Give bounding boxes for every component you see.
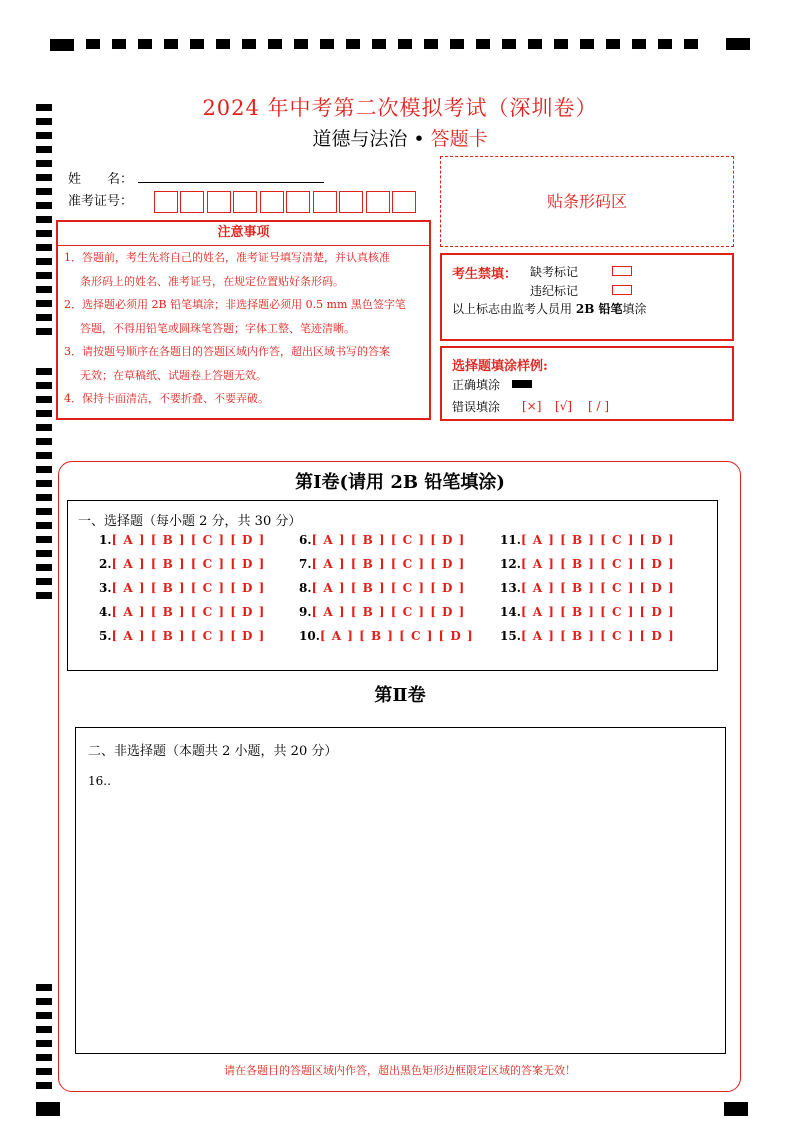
question-row[interactable] bbox=[299, 533, 465, 547]
question-row[interactable] bbox=[500, 533, 675, 547]
question-number: 2. bbox=[99, 557, 112, 571]
prohibited-note bbox=[452, 300, 647, 317]
part1-title: 第Ⅰ卷(请用 2B 铅笔填涂) bbox=[295, 472, 505, 493]
question-number: 3. bbox=[99, 581, 112, 595]
wrong-label: 错误填涂 bbox=[452, 400, 501, 414]
question-number: 6. bbox=[299, 533, 312, 547]
question-options[interactable]: [ A ] [ B ] [ C ] [ D ] bbox=[311, 557, 466, 571]
question-number: 5. bbox=[99, 629, 112, 643]
question-options[interactable]: [ A ] [ B ] [ C ] [ D ] bbox=[111, 629, 266, 643]
question-row[interactable] bbox=[99, 557, 265, 571]
question-row[interactable] bbox=[99, 605, 265, 619]
id-label: 准考证号： bbox=[68, 194, 134, 209]
notice-box bbox=[56, 220, 431, 420]
question-row[interactable] bbox=[99, 533, 265, 547]
absent-label: 缺考标记 bbox=[530, 265, 579, 279]
note-bold: 2B 铅笔 bbox=[575, 302, 623, 316]
question-number: 9. bbox=[299, 605, 312, 619]
answer-card-label: 答题卡 bbox=[430, 128, 488, 150]
notice-title: 注意事项 bbox=[58, 222, 429, 246]
wrong-mark: [ / ] bbox=[588, 399, 610, 413]
prohibited-box bbox=[440, 253, 734, 341]
question-number: 12. bbox=[500, 557, 521, 571]
id-cell[interactable] bbox=[392, 191, 416, 213]
question-options[interactable]: [ A ] [ B ] [ C ] [ D ] bbox=[319, 629, 474, 643]
notice-line: 无效；在草稿纸、试题卷上答题无效。 bbox=[80, 368, 267, 382]
subject-name: 道德与法治 bbox=[312, 128, 408, 150]
notice-line: 答题，不得用铅笔或圆珠笔答题；字体工整、笔迹清晰。 bbox=[80, 321, 355, 335]
question-number: 7. bbox=[299, 557, 312, 571]
violation-label: 违纪标记 bbox=[530, 284, 579, 298]
footer-warning: 请在各题目的答题区域内作答，超出黑色矩形边框限定区域的答案无效！ bbox=[224, 1064, 576, 1077]
question-row[interactable] bbox=[299, 581, 465, 595]
id-number-grid[interactable] bbox=[154, 191, 420, 213]
title-dot: • bbox=[413, 128, 425, 150]
question-options[interactable]: [ A ] [ B ] [ C ] [ D ] bbox=[111, 557, 266, 571]
correct-label: 正确填涂 bbox=[452, 378, 501, 392]
id-cell[interactable] bbox=[233, 191, 257, 213]
non-choice-section-title: 二、非选择题（本题共 2 小题，共 20 分） bbox=[88, 744, 338, 759]
question-options[interactable]: [ A ] [ B ] [ C ] [ D ] bbox=[520, 533, 675, 547]
id-cell[interactable] bbox=[154, 191, 178, 213]
question-number: 13. bbox=[500, 581, 521, 595]
absent-checkbox[interactable] bbox=[612, 266, 632, 276]
wrong-mark: [√] bbox=[555, 399, 573, 413]
question-options[interactable]: [ A ] [ B ] [ C ] [ D ] bbox=[520, 629, 675, 643]
non-choice-section[interactable] bbox=[75, 727, 726, 1054]
question-row[interactable] bbox=[99, 581, 265, 595]
sample-title: 选择题填涂样例: bbox=[452, 359, 548, 374]
choice-section-title: 一、选择题（每小题 2 分，共 30 分） bbox=[78, 514, 302, 529]
name-label: 姓 名： bbox=[68, 172, 134, 187]
id-cell[interactable] bbox=[207, 191, 231, 213]
bottom-right-timing-mark bbox=[724, 1102, 748, 1116]
id-cell[interactable] bbox=[339, 191, 363, 213]
note-suffix: 填涂 bbox=[622, 302, 647, 316]
id-cell[interactable] bbox=[366, 191, 390, 213]
question-row[interactable] bbox=[299, 629, 474, 643]
question-16-label: 16.. bbox=[88, 774, 111, 788]
bottom-left-timing-mark bbox=[36, 1102, 60, 1116]
question-row[interactable] bbox=[299, 557, 465, 571]
question-row[interactable] bbox=[500, 605, 675, 619]
question-number: 11. bbox=[500, 533, 521, 547]
question-options[interactable]: [ A ] [ B ] [ C ] [ D ] bbox=[111, 581, 266, 595]
question-row[interactable] bbox=[99, 629, 265, 643]
question-options[interactable]: [ A ] [ B ] [ C ] [ D ] bbox=[111, 533, 266, 547]
notice-line: 4．保持卡面清洁，不要折叠、不要弄破。 bbox=[64, 392, 269, 405]
question-row[interactable] bbox=[500, 629, 675, 643]
id-cell[interactable] bbox=[180, 191, 204, 213]
note-prefix: 以上标志由监考人员用 bbox=[452, 302, 573, 316]
question-options[interactable]: [ A ] [ B ] [ C ] [ D ] bbox=[111, 605, 266, 619]
question-row[interactable] bbox=[500, 557, 675, 571]
question-row[interactable] bbox=[500, 581, 675, 595]
question-number: 15. bbox=[500, 629, 521, 643]
name-input-line[interactable] bbox=[138, 182, 324, 183]
exam-title: 2024 年中考第二次模拟考试（深圳卷） bbox=[202, 96, 598, 120]
notice-line: 3．请按题号顺序在各题目的答题区域内作答，超出区域书写的答案 bbox=[64, 345, 390, 358]
wrong-mark: [×] bbox=[522, 399, 542, 413]
correct-fill-sample bbox=[512, 380, 532, 388]
question-options[interactable]: [ A ] [ B ] [ C ] [ D ] bbox=[520, 557, 675, 571]
question-options[interactable]: [ A ] [ B ] [ C ] [ D ] bbox=[520, 605, 675, 619]
question-number: 14. bbox=[500, 605, 521, 619]
question-options[interactable]: [ A ] [ B ] [ C ] [ D ] bbox=[311, 581, 466, 595]
part2-title: 第Ⅱ卷 bbox=[374, 685, 426, 706]
question-number: 8. bbox=[299, 581, 312, 595]
id-cell[interactable] bbox=[260, 191, 284, 213]
id-cell[interactable] bbox=[313, 191, 337, 213]
subject-title bbox=[0, 124, 800, 151]
question-number: 4. bbox=[99, 605, 112, 619]
question-number: 10. bbox=[299, 629, 320, 643]
violation-checkbox[interactable] bbox=[612, 285, 632, 295]
question-options[interactable]: [ A ] [ B ] [ C ] [ D ] bbox=[520, 581, 675, 595]
notice-line: 1．答题前，考生先将自己的姓名，准考证号填写清楚，并认真核准 bbox=[64, 251, 390, 264]
notice-line: 2．选择题必须用 2B 铅笔填涂；非选择题必须用 0.5 mm 黑色签字笔 bbox=[64, 298, 406, 311]
id-cell[interactable] bbox=[286, 191, 310, 213]
notice-line: 条形码上的姓名、准考证号，在规定位置贴好条形码。 bbox=[80, 274, 344, 288]
prohibited-label: 考生禁填： bbox=[452, 267, 518, 282]
question-options[interactable]: [ A ] [ B ] [ C ] [ D ] bbox=[311, 533, 466, 547]
question-number: 1. bbox=[99, 533, 112, 547]
sample-box bbox=[440, 346, 734, 421]
question-options[interactable]: [ A ] [ B ] [ C ] [ D ] bbox=[311, 605, 466, 619]
question-row[interactable] bbox=[299, 605, 465, 619]
barcode-label: 贴条形码区 bbox=[546, 192, 627, 211]
barcode-area[interactable] bbox=[440, 156, 734, 247]
